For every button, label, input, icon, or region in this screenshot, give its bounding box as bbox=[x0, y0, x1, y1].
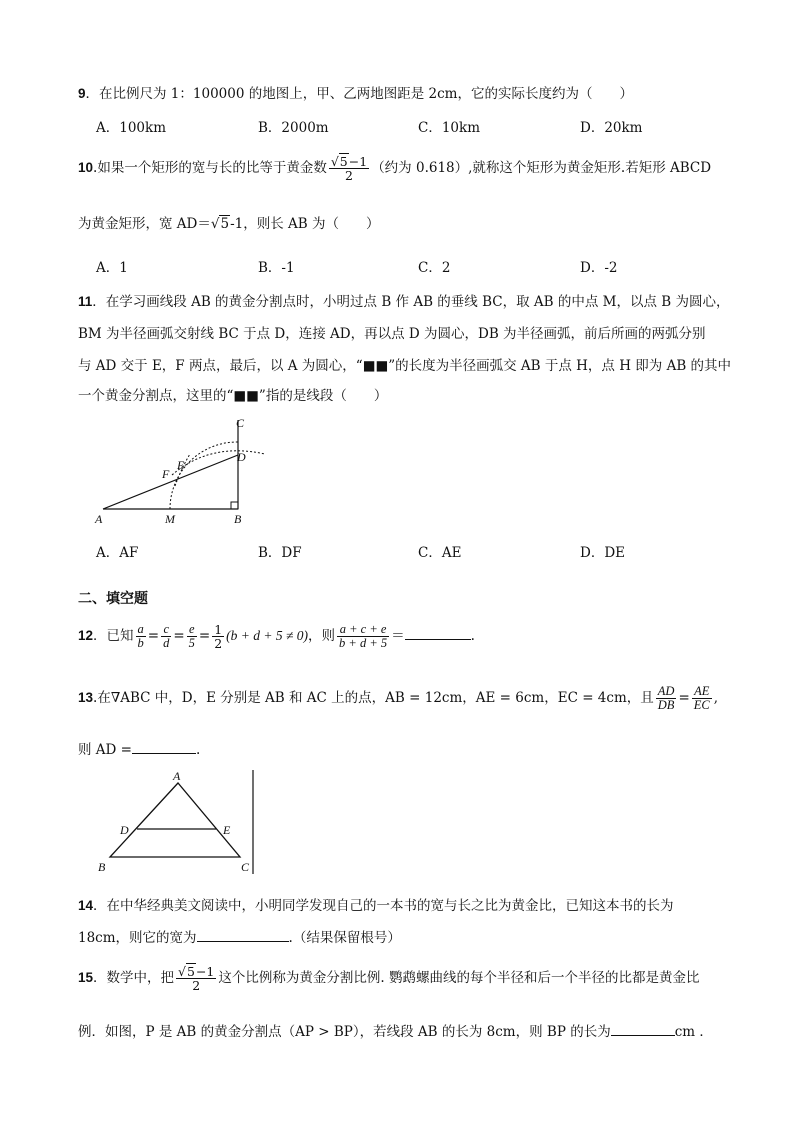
question-stem-b: （约为 0.618）,就称这个矩形为黄金矩形.若矩形 ABCD bbox=[371, 160, 712, 176]
question-10-line2: 为黄金矩形，宽 AD＝√5-1，则长 AB 为（ ） bbox=[78, 216, 380, 232]
condition: (b + d + 5 ≠ 0) bbox=[226, 628, 309, 643]
question-9 bbox=[78, 82, 633, 102]
arc-bm bbox=[170, 442, 238, 509]
section-title: 二、填空题 bbox=[78, 590, 148, 606]
question-11-line4: 一个黄金分割点，这里的“■■”指的是线段（ ） bbox=[78, 388, 388, 404]
question-11: 11．在学习画线段 AB 的黄金分割点时，小明过点 B 作 AB 的垂线 BC，取 AB 的中点 M，以点 B 为圆心， bbox=[78, 294, 730, 310]
right-angle-mark bbox=[231, 502, 238, 509]
question-13-line2: 则 AD = . bbox=[78, 742, 201, 758]
option-a[interactable]: A．AF bbox=[96, 545, 139, 561]
question-13: 13.在∇ABC 中，D，E 分别是 AB 和 AC 上的点，AB = 12cm，AE = 6cm，EC = 4cm，且 $\frac{AD}{DB}$ = $\frac{AE}{EC}$ , bbox=[78, 683, 719, 712]
label-m: M bbox=[165, 512, 175, 526]
option-b[interactable]: B．2000m bbox=[258, 120, 329, 136]
label-b: B bbox=[98, 860, 106, 874]
label-c: C bbox=[236, 416, 245, 430]
golden-ratio-fraction: $\frac{√5-1}{2}$ bbox=[330, 153, 368, 183]
question-number: 10 bbox=[78, 160, 94, 175]
question-number: 15 bbox=[78, 970, 94, 985]
answer-blank[interactable] bbox=[405, 627, 471, 640]
answer-blank[interactable] bbox=[611, 1023, 675, 1036]
option-a[interactable]: A．100km bbox=[96, 120, 166, 136]
option-c[interactable]: C．AE bbox=[418, 545, 462, 561]
question-12: 12．已知 $\frac{a}{b}$ = $\frac{c}{d}$ = $\frac{e}{5}$ = $\frac{1}{2}$ (b + d + 5 ≠ 0)，则 $\frac{a + c + e}{b + d + 5}$ ＝ . bbox=[78, 621, 475, 651]
label-f: F bbox=[162, 467, 170, 481]
label-b: B bbox=[234, 512, 242, 526]
label-e: E bbox=[177, 458, 185, 472]
question-15: 15．数学中，把 $\frac{√5-1}{2}$ 这个比例称为黄金分割比例. 鹦鹉螺曲线的每个半径和后一个半径的比都是黄金比 bbox=[78, 963, 700, 993]
question-14: 14．在中华经典美文阅读中，小明同学发现自己的一本书的宽与长之比为黄金比，已知这本书的长为 bbox=[78, 898, 674, 914]
label-a: A bbox=[95, 512, 103, 526]
golden-ratio-fraction: $\frac{√5-1}{2}$ bbox=[178, 963, 215, 993]
option-a[interactable]: A．1 bbox=[96, 260, 128, 276]
question-11-line2: BM 为半径画弧交射线 BC 于点 D，连接 AD，再以点 D 为圆心，DB 为半径画弧，前后所画的两弧分别 bbox=[78, 326, 706, 342]
question-stem-a: .如果一个矩形的宽与长的比等于黄金数 bbox=[93, 160, 327, 176]
label-d: D bbox=[120, 823, 129, 837]
question-number: 14 bbox=[78, 898, 94, 913]
answer-blank[interactable] bbox=[197, 929, 289, 942]
question-stem: ．在比例尺为 1：100000 的地图上，甲、乙两地图距是 2cm，它的实际长度约为（ ） bbox=[85, 86, 633, 102]
q11-figure bbox=[90, 412, 280, 530]
question-number: 11 bbox=[78, 294, 93, 309]
option-d[interactable]: D．DE bbox=[580, 545, 626, 561]
question-number: 9 bbox=[78, 86, 86, 101]
option-c[interactable]: C．2 bbox=[418, 260, 451, 276]
label-d: D bbox=[237, 450, 246, 464]
option-b[interactable]: B．-1 bbox=[258, 260, 295, 276]
label-a: A bbox=[173, 769, 181, 783]
option-d[interactable]: D．-2 bbox=[580, 260, 618, 276]
question-14-line2: 18cm，则它的宽为 .（结果保留根号） bbox=[78, 930, 401, 946]
question-number: 12 bbox=[78, 628, 94, 643]
option-b[interactable]: B．DF bbox=[258, 545, 302, 561]
answer-blank[interactable] bbox=[132, 741, 196, 754]
question-10 bbox=[78, 148, 711, 188]
q13-figure bbox=[90, 768, 265, 880]
question-15-line2: 例．如图，P 是 AB 的黄金分割点（AP > BP），若线段 AB 的长为 8cm，则 BP 的长为 cm ． bbox=[78, 1024, 713, 1040]
label-e: E bbox=[223, 823, 231, 837]
option-c[interactable]: C．10km bbox=[418, 120, 480, 136]
question-number: 13 bbox=[78, 690, 94, 705]
triangle-abc bbox=[110, 783, 240, 857]
label-c: C bbox=[241, 860, 250, 874]
question-11-line3: 与 AD 交于 E，F 两点，最后，以 A 为圆心，“■■”的长度为半径画弧交 AB 于点 H，点 H 即为 AB 的其中 bbox=[78, 358, 732, 374]
sqrt-value: 5 bbox=[220, 216, 230, 232]
option-d[interactable]: D．20km bbox=[580, 120, 643, 136]
